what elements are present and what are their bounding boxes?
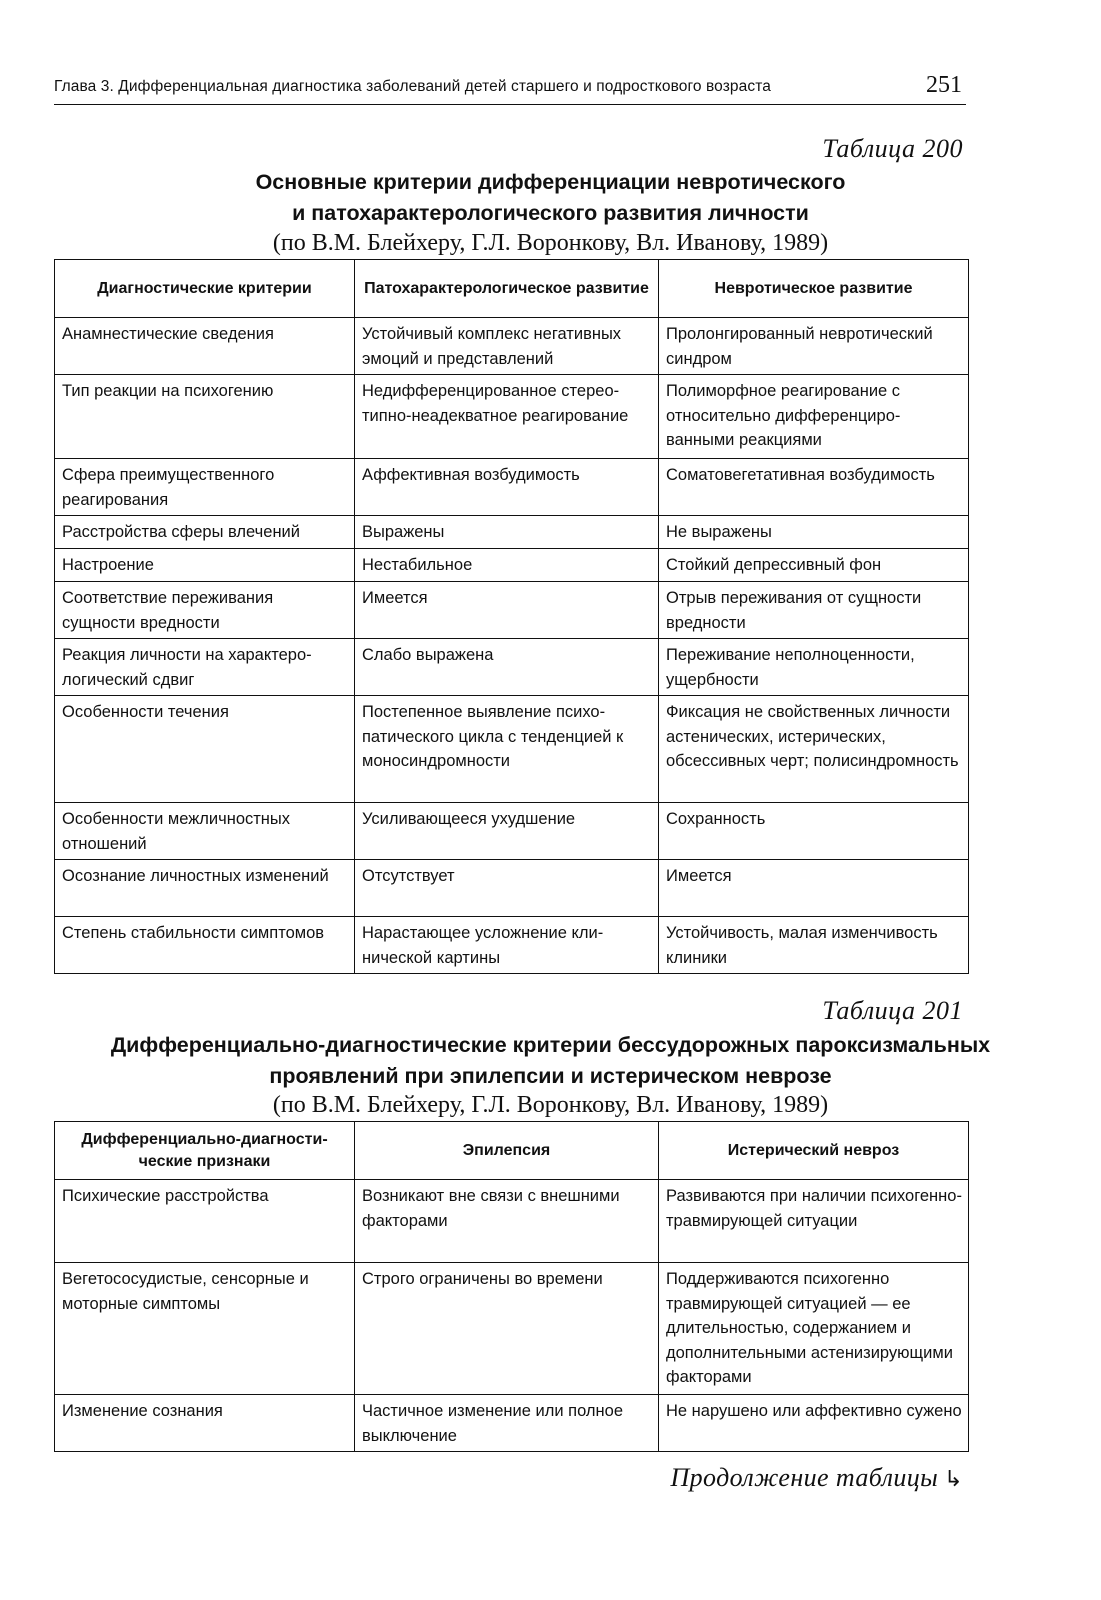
column-header: Дифференциально-диагностические признаки bbox=[55, 1122, 355, 1180]
table-200-label: Таблица 200 bbox=[822, 134, 963, 163]
table-row bbox=[55, 459, 969, 516]
table-cell: Недифференцированное стереотипно-неадекватное реагирование bbox=[355, 375, 659, 459]
chapter-title: Глава 3. Дифференциальная диагностика заболеваний детей старшего и подросткового возраста bbox=[54, 78, 771, 95]
table-cell: Стойкий депрессивный фон bbox=[659, 549, 969, 582]
column-header: Невротическое развитие bbox=[659, 260, 969, 318]
table-cell: Особенности течения bbox=[55, 696, 355, 803]
table-row bbox=[55, 1263, 969, 1395]
table-cell: Нарастающее усложнение клинической картины bbox=[355, 917, 659, 974]
table-cell: Возникают вне связи с внешними факторами bbox=[355, 1180, 659, 1263]
table-row bbox=[55, 639, 969, 696]
table-cell: Сфера преимущественного реагирования bbox=[55, 459, 355, 516]
table-200-title bbox=[40, 167, 1061, 229]
table-cell: Слабо выражена bbox=[355, 639, 659, 696]
table-cell: Устойчивость, малая изменчивость клиники bbox=[659, 917, 969, 974]
table-cell: Имеется bbox=[355, 582, 659, 639]
table-201-title-line1: Дифференциально-диагностические критерии бессудорожных пароксизмальных bbox=[110, 1033, 991, 1057]
table-row bbox=[55, 375, 969, 459]
continuation-note bbox=[670, 1463, 963, 1493]
table-cell: Развиваются при наличии психогенно-травмирующей ситуации bbox=[659, 1180, 969, 1263]
table-cell: Устойчивый комплекс негативных эмоций и представлений bbox=[355, 318, 659, 375]
table-cell: Не выражены bbox=[659, 516, 969, 549]
table-200-source: (по В.М. Блейхеру, Г.Л. Воронкову, Вл. Иванову, 1989) bbox=[272, 230, 829, 256]
table-cell: Усиливающееся ухудшение bbox=[355, 803, 659, 860]
page-number: 251 bbox=[926, 72, 962, 98]
table-200 bbox=[54, 259, 969, 974]
column-header: Патохарактерологическое развитие bbox=[355, 260, 659, 318]
table-cell: Осознание личностных изменений bbox=[55, 860, 355, 917]
table-cell: Постепенное выявление психопатического цикла с тенденцией к моносиндромности bbox=[355, 696, 659, 803]
table-cell: Настроение bbox=[55, 549, 355, 582]
table-201-source: (по В.М. Блейхеру, Г.Л. Воронкову, Вл. Иванову, 1989) bbox=[272, 1092, 829, 1118]
table-cell: Анамнестические сведения bbox=[55, 318, 355, 375]
table-cell: Сохранность bbox=[659, 803, 969, 860]
turn-arrow-icon: ↳ bbox=[944, 1466, 963, 1491]
table-cell: Имеется bbox=[659, 860, 969, 917]
table-cell: Соответствие переживания сущности вредности bbox=[55, 582, 355, 639]
table-cell: Выражены bbox=[355, 516, 659, 549]
table-row bbox=[55, 318, 969, 375]
column-header: Истерический невроз bbox=[659, 1122, 969, 1180]
table-cell: Вегетососудистые, сенсорные и моторные симптомы bbox=[55, 1263, 355, 1395]
table-row bbox=[55, 860, 969, 917]
continuation-text: Продолжение таблицы bbox=[670, 1463, 939, 1492]
table-cell: Строго ограничены во времени bbox=[355, 1263, 659, 1395]
table-row bbox=[55, 549, 969, 582]
table-cell: Не нарушено или аффективно сужено bbox=[659, 1395, 969, 1452]
table-cell: Пролонгированный невротический синдром bbox=[659, 318, 969, 375]
table-cell: Реакция личности на характерологический сдвиг bbox=[55, 639, 355, 696]
table-row bbox=[55, 803, 969, 860]
table-cell: Аффективная возбудимость bbox=[355, 459, 659, 516]
table-cell: Изменение сознания bbox=[55, 1395, 355, 1452]
table-cell: Отсутствует bbox=[355, 860, 659, 917]
table-cell: Частичное изменение или полное выключение bbox=[355, 1395, 659, 1452]
table-row bbox=[55, 1180, 969, 1263]
table-200-title-line2: и патохарактерологического развития личности bbox=[292, 201, 809, 225]
column-header: Диагностические критерии bbox=[55, 260, 355, 318]
table-header-row bbox=[55, 1122, 969, 1180]
column-header: Эпилепсия bbox=[355, 1122, 659, 1180]
table-cell: Психические расстройства bbox=[55, 1180, 355, 1263]
table-cell: Расстройства сферы влечений bbox=[55, 516, 355, 549]
table-row bbox=[55, 917, 969, 974]
table-201-title bbox=[40, 1030, 1061, 1092]
table-cell: Фиксация не свойственных личности астенических, истерических, обсессивных черт; полисиндромность bbox=[659, 696, 969, 803]
table-201-label: Таблица 201 bbox=[822, 996, 963, 1025]
table-cell: Соматовегетативная возбудимость bbox=[659, 459, 969, 516]
table-201-title-line2: проявлений при эпилепсии и истерическом неврозе bbox=[269, 1064, 832, 1088]
table-cell: Поддерживаются психогенно травмирующей ситуацией — ее длительностью, содержанием и дополнительными астенизирующими факторами bbox=[659, 1263, 969, 1395]
table-row bbox=[55, 516, 969, 549]
table-201 bbox=[54, 1121, 969, 1452]
table-row bbox=[55, 696, 969, 803]
table-200-title-line1: Основные критерии дифференциации невротического bbox=[255, 170, 846, 194]
table-cell: Переживание неполноценности, ущербности bbox=[659, 639, 969, 696]
table-cell: Нестабильное bbox=[355, 549, 659, 582]
table-cell: Степень стабильности симптомов bbox=[55, 917, 355, 974]
table-row bbox=[55, 582, 969, 639]
table-cell: Отрыв переживания от сущности вредности bbox=[659, 582, 969, 639]
table-cell: Полиморфное реагирование с относительно дифференцированными реакциями bbox=[659, 375, 969, 459]
running-header bbox=[54, 70, 966, 105]
table-cell: Особенности межличностных отношений bbox=[55, 803, 355, 860]
table-row bbox=[55, 1395, 969, 1452]
table-header-row bbox=[55, 260, 969, 318]
table-cell: Тип реакции на психогению bbox=[55, 375, 355, 459]
